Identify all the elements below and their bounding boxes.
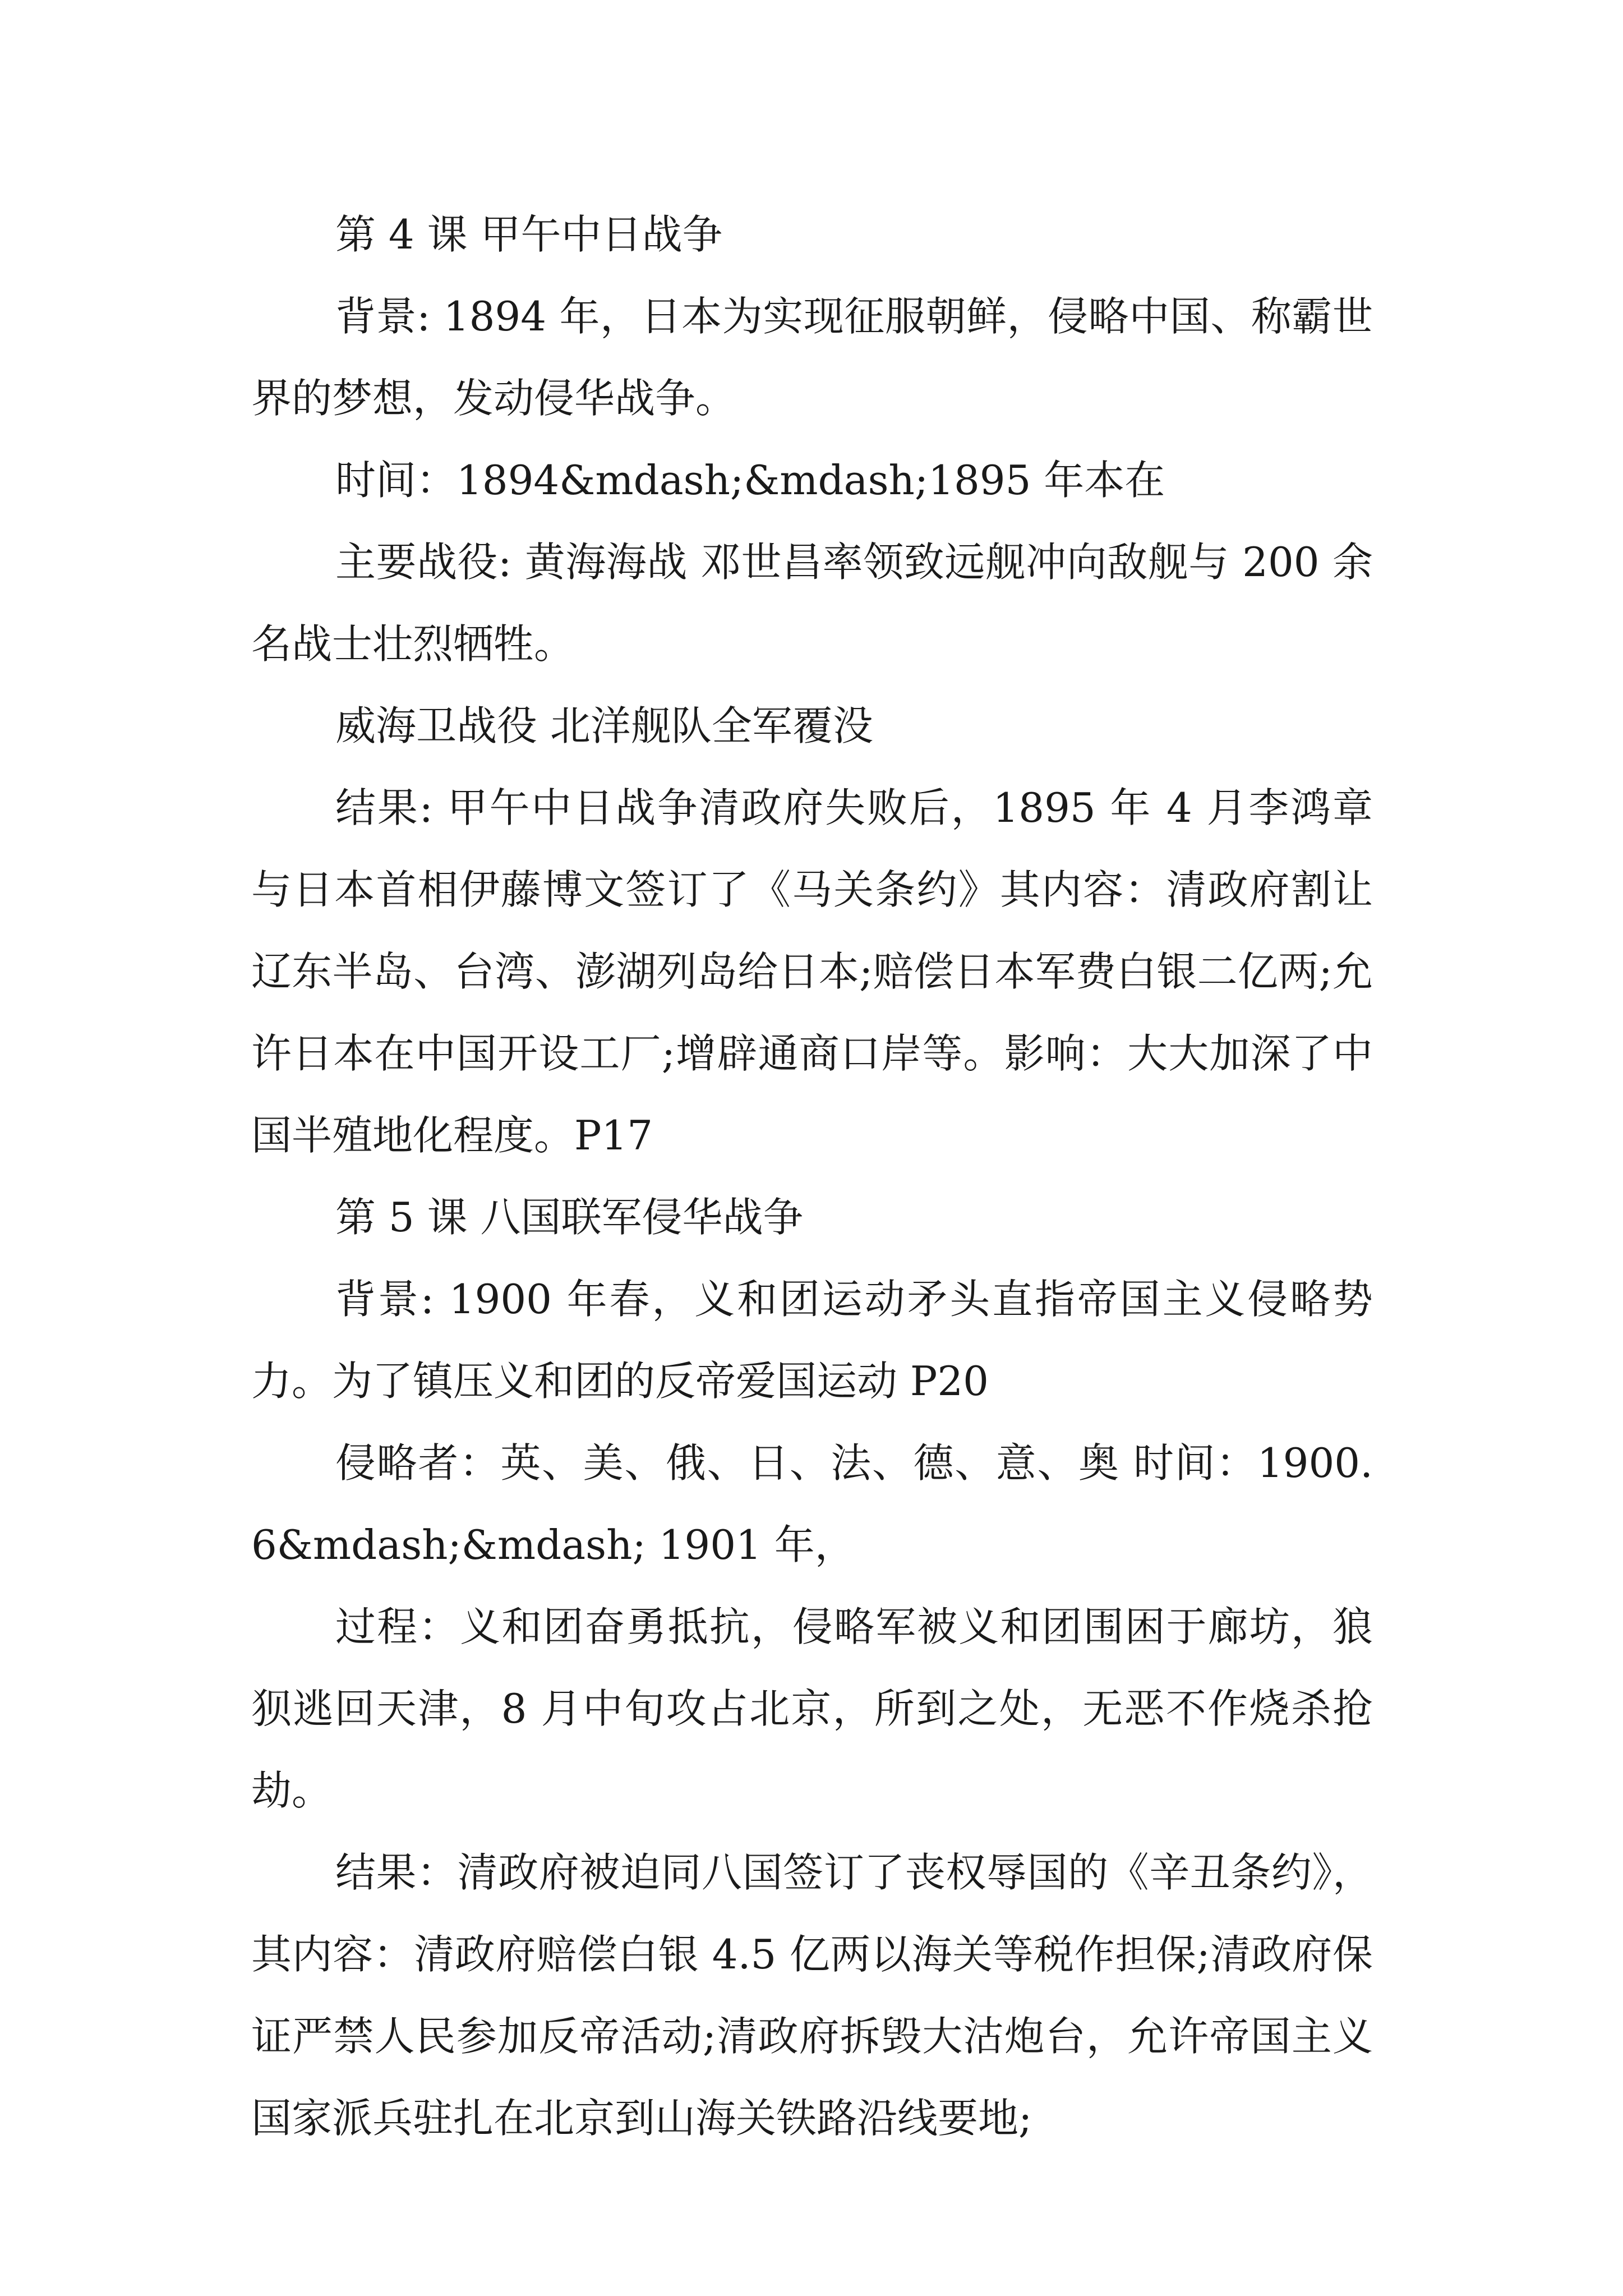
- lesson-4-background: 背景: 1894 年，日本为实现征服朝鲜，侵略中国、称霸世界的梦想，发动侵华战争。: [251, 293, 1373, 422]
- lesson-4-result: 结果: 甲午中日战争清政府失败后，1895 年 4 月李鸿章与日本首相伊藤博文签订了《马关条约》其内容：清政府割让辽东半岛、台湾、澎湖列岛给日本;赔偿日本军费白银二亿两;允许日本在中国开设工厂;增辟通商口岸等。影响：大大加深了中国半殖地化程度。P17: [251, 784, 1373, 1159]
- lesson-4-title: 第 4 课 甲午中日战争: [335, 211, 723, 258]
- lesson-5-title: 第 5 课 八国联军侵华战争: [335, 1194, 804, 1241]
- lesson-4-time: 时间：1894&mdash;&mdash;1895 年本在: [335, 457, 1165, 504]
- lesson-5-result: 结果：清政府被迫同八国签订了丧权辱国的《辛丑条约》，其内容：清政府赔偿白银 4.5 亿两以海关等税作担保;清政府保证严禁人民参加反帝活动;清政府拆毁大沽炮台，允许帝国主义国家派兵驻扎在北京到山海关铁路沿线要地;: [251, 1849, 1373, 2142]
- lesson-5-invaders-time: 侵略者：英、美、俄、日、法、德、意、奥 时间：1900.6&mdash;&mdash; 1901 年，: [251, 1439, 1373, 1568]
- lesson-4-weihaiwei-battle: 威海卫战役 北洋舰队全军覆没: [335, 702, 873, 749]
- lesson-5-background: 背景: 1900 年春，义和团运动矛头直指帝国主义侵略势力。为了镇压义和团的反帝爱国运动 P20: [251, 1276, 1373, 1405]
- lesson-5-process: 过程：义和团奋勇抵抗，侵略军被义和团围困于廊坊，狼狈逃回天津，8 月中旬攻占北京，所到之处，无恶不作烧杀抢劫。: [251, 1603, 1373, 1814]
- document-body: [251, 194, 1373, 2159]
- lesson-4-main-battle: 主要战役: 黄海海战 邓世昌率领致远舰冲向敌舰与 200 余名战士壮烈牺牲。: [251, 539, 1373, 668]
